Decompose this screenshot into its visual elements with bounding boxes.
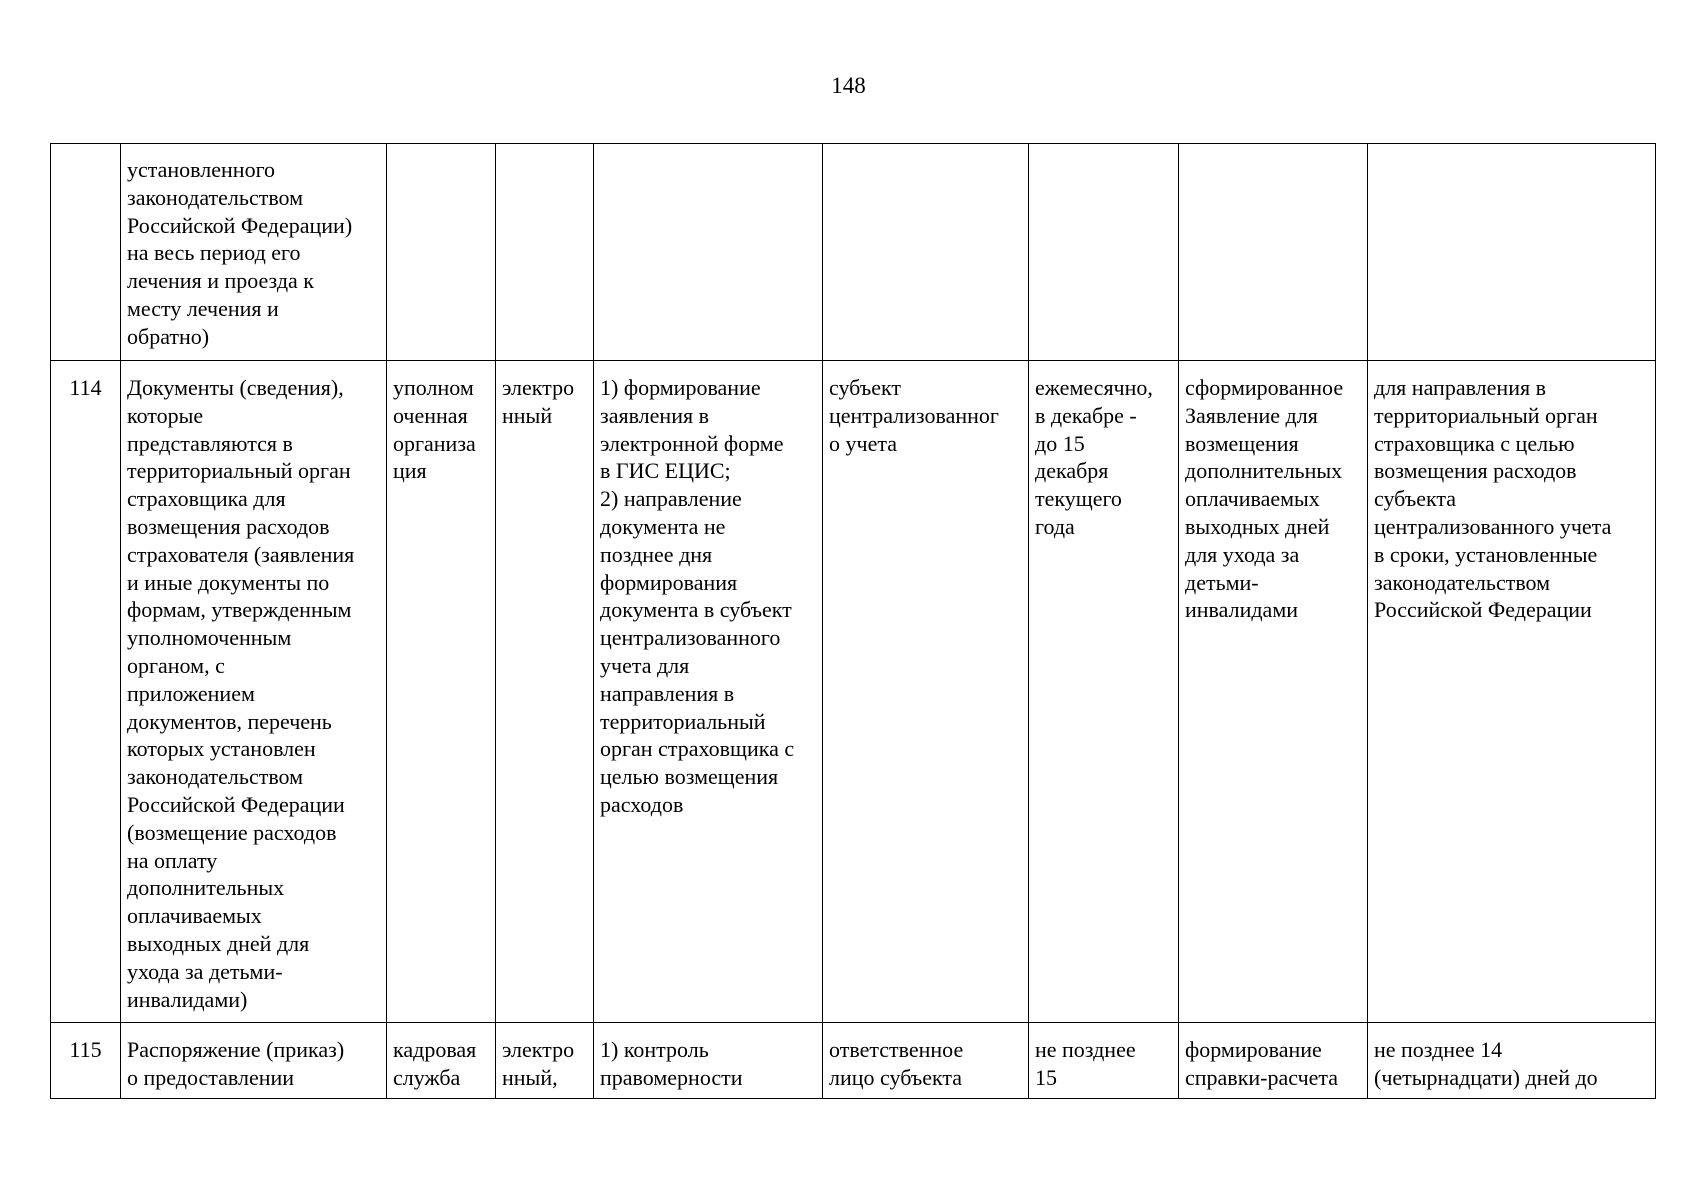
result-cell: формирование справки-расчета: [1179, 1023, 1368, 1099]
deadline-cell: ежемесячно, в декабре - до 15 декабря текущего года: [1029, 361, 1179, 1023]
row-number-cell: 114: [51, 361, 121, 1023]
recipient-cell: субъект централизованног о учета: [823, 361, 1029, 1023]
document-name-cell: установленного законодательством Российской Федерации) на весь период его лечения и проезда к месту лечения и обратно): [121, 144, 387, 361]
purpose-cell: не позднее 14 (четырнадцати) дней до: [1368, 1023, 1656, 1099]
actions-cell: 1) формирование заявления в электронной форме в ГИС ЕЦИС; 2) направление документа не позднее дня формирования документа в субъект централизованного учета для направления в территориальный орган страховщика с целью возмещения расходов: [594, 361, 823, 1023]
table-row: [51, 144, 1656, 361]
document-form-cell: электро нный,: [496, 1023, 594, 1099]
deadline-cell: не позднее 15: [1029, 1023, 1179, 1099]
document-form-cell: [496, 144, 594, 361]
actions-cell: [594, 144, 823, 361]
result-cell: сформированное Заявление для возмещения дополнительных оплачиваемых выходных дней для ухода за детьми- инвалидами: [1179, 361, 1368, 1023]
responsible-org-cell: уполном оченная организа ция: [387, 361, 496, 1023]
table-row: [51, 1023, 1656, 1099]
responsible-org-cell: [387, 144, 496, 361]
recipient-cell: [823, 144, 1029, 361]
responsible-org-cell: кадровая служба: [387, 1023, 496, 1099]
row-number-cell: 115: [51, 1023, 121, 1099]
page-number: 148: [831, 73, 866, 98]
document-name-cell: Распоряжение (приказ) о предоставлении: [121, 1023, 387, 1099]
document-table: [50, 143, 1656, 1099]
recipient-cell: ответственное лицо субъекта: [823, 1023, 1029, 1099]
purpose-cell: [1368, 144, 1656, 361]
result-cell: [1179, 144, 1368, 361]
table-row: [51, 361, 1656, 1023]
document-form-cell: электро нный: [496, 361, 594, 1023]
row-number-cell: [51, 144, 121, 361]
actions-cell: 1) контроль правомерности: [594, 1023, 823, 1099]
purpose-cell: для направления в территориальный орган страховщика с целью возмещения расходов субъекта централизованного учета в сроки, установленные законодательством Российской Федерации: [1368, 361, 1656, 1023]
deadline-cell: [1029, 144, 1179, 361]
document-name-cell: Документы (сведения), которые представляются в территориальный орган страховщика для возмещения расходов страхователя (заявления и иные документы по формам, утвержденным уполномоченным органом, с приложением документов, перечень которых установлен законодательством Российской Федерации (возмещение расходов на оплату дополнительных оплачиваемых выходных дней для ухода за детьми- инвалидами): [121, 361, 387, 1023]
